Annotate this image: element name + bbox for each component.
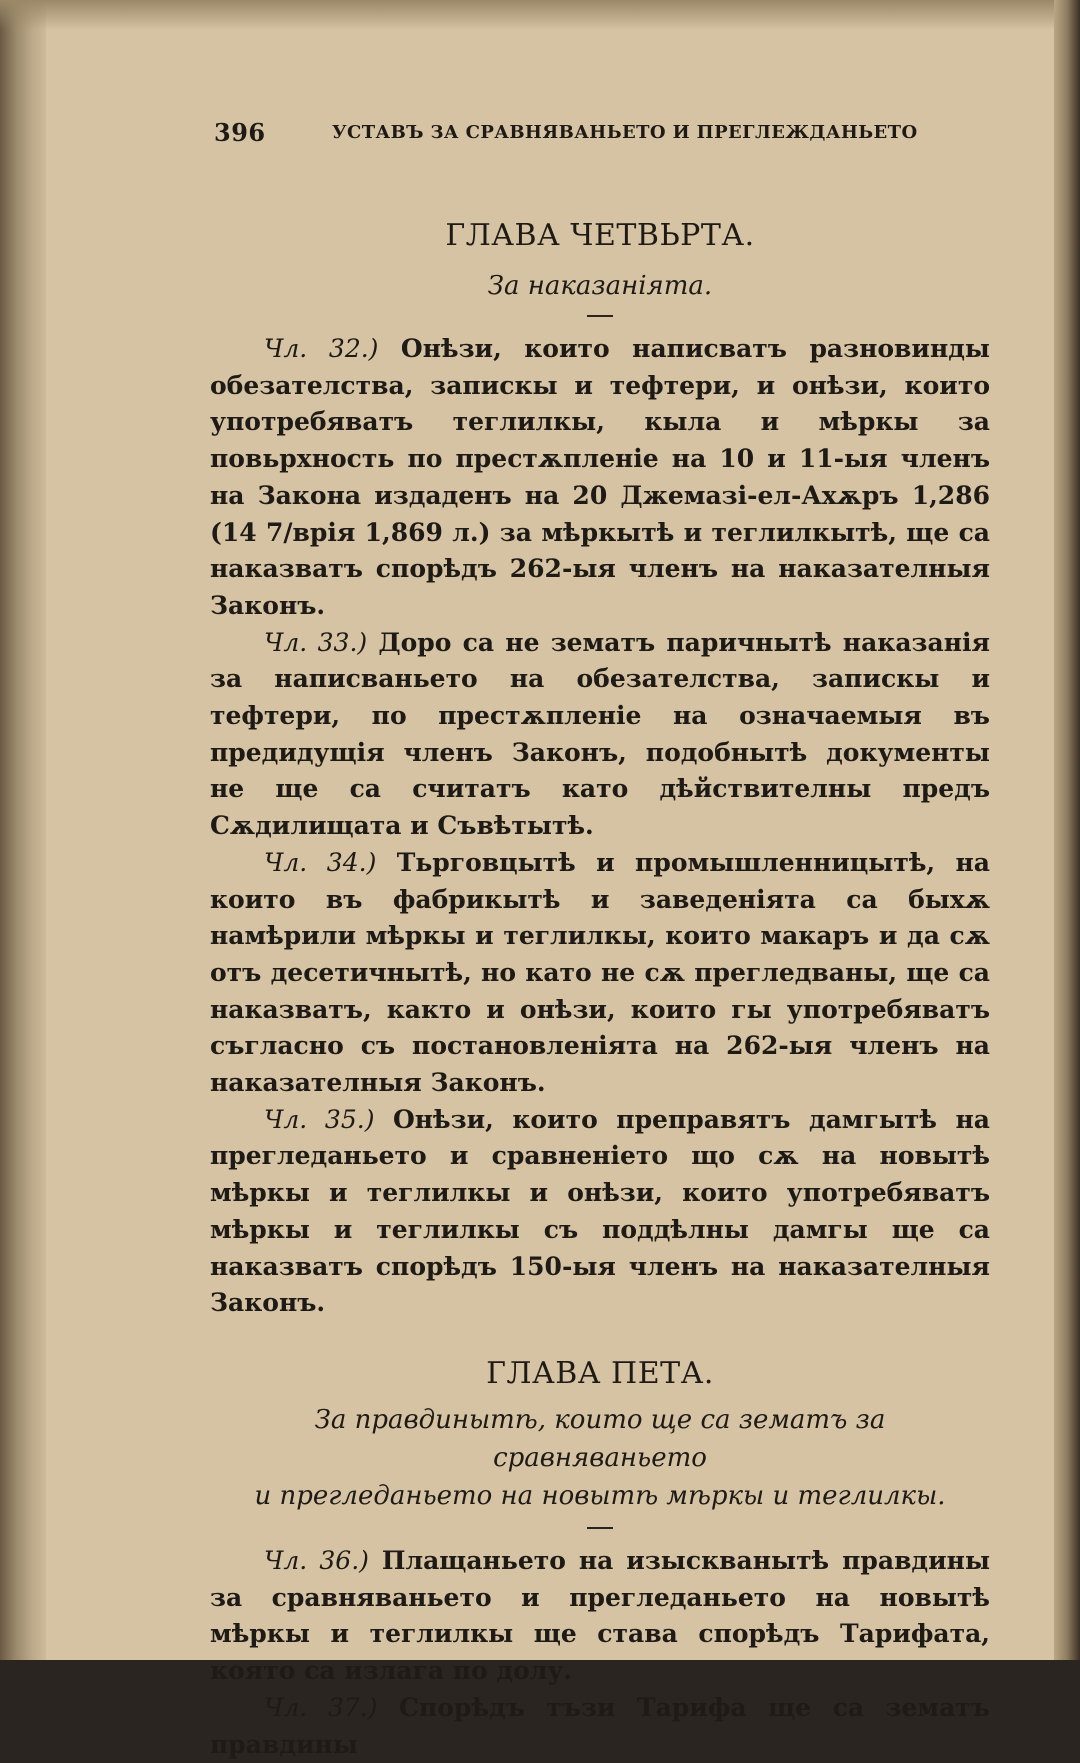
article-33 <box>210 625 990 845</box>
page-top-shadow <box>0 0 1080 30</box>
text-block <box>210 118 990 1763</box>
chapter-4 <box>210 218 990 1322</box>
chapter-4-subtitle: За наказаніята. <box>487 271 713 301</box>
article-32-number: Чл. 32.) <box>264 334 379 363</box>
page-fore-edge <box>1054 0 1080 1660</box>
article-37 <box>210 1690 990 1763</box>
chapter-5-subtitle-line-1: За правдинытѣ, които ще са зематъ за сравняваньето <box>314 1404 886 1473</box>
book-binding-edge <box>0 0 46 1660</box>
page-number: 396 <box>214 118 266 147</box>
article-35-number: Чл. 35.) <box>264 1104 375 1134</box>
article-34-number: Чл. 34.) <box>264 847 377 877</box>
article-32-text: Онѣзи, които написватъ разновинды обезателства, запискы и тефтери, и онѣзи, които употребяватъ теглилкы, кыла и мѣркы за повьрхность по престѫпленіе на 10 и 11-ыя членъ на Закона издаденъ на 20 Джемазі-ел-Ахѫръ 1,286 (14 7/врія 1,869 л.) за мѣркытѣ и теглилкытѣ, ще са наказватъ спорѣдъ 262-ыя членъ на наказателныя Законъ. <box>210 334 990 620</box>
article-35-text: Онѣзи, които преправятъ дамгытѣ на прегледаньето и сравненіето що сѫ на новытѣ мѣркы и теглилкы и онѣзи, които употребяватъ мѣркы и теглилкы съ поддѣлны дамгы ще са наказватъ спорѣдъ 150-ыя членъ на наказателныя Законъ. <box>210 1104 990 1318</box>
chapter-5-rule <box>587 1527 613 1529</box>
article-37-number: Чл. 37.) <box>264 1692 378 1722</box>
chapter-5 <box>210 1356 990 1763</box>
article-33-number: Чл. 33.) <box>264 627 368 657</box>
article-36-number: Чл. 36.) <box>264 1545 369 1575</box>
article-34 <box>210 845 990 1102</box>
article-36 <box>210 1543 990 1690</box>
running-head <box>210 118 990 154</box>
article-33-text: Доро са не зематъ паричнытѣ наказанія за написваньето на обезателства, запискы и тефтери, по престѫпленіе на означаемыя въ предидущія членъ Законъ, подобнытѣ документы не ще са считатъ като дѣйствителны предъ Сѫдилищата и Съвѣтытѣ. <box>210 627 990 841</box>
article-35 <box>210 1102 990 1322</box>
article-34-text: Тьрговцытѣ и промышленницытѣ, на които въ фабрикытѣ и заведеніята са быхѫ намѣрили мѣркы и теглилкы, които макаръ и да сѫ отъ десетичнытѣ, но като не сѫ прегледваны, ще са наказватъ, както и онѣзи, които гы употребяватъ съгласно съ постановленіята на 262-ыя членъ на наказателныя Законъ. <box>210 847 990 1098</box>
chapter-5-subtitle-line-2: и прегледаньето на новытѣ мѣркы и теглилкы. <box>254 1480 946 1511</box>
chapter-4-rule <box>587 315 613 317</box>
running-title: УСТАВЪ ЗА СРАВНЯВАНЬЕТО И ПРЕГЛЕЖДАНЬЕТО <box>332 122 918 143</box>
article-37-text: Спорѣдъ тъзи Тарифа ще са зематъ правдины <box>210 1692 990 1759</box>
chapter-5-title: ГЛАВА ПЕТА. <box>486 1355 714 1391</box>
article-36-text: Плащаньето на изыскванытѣ правдины за сравняваньето и прегледаньето на новытѣ мѣркы и теглилкы ще става спорѣдъ Тарифата, която са излага по долу. <box>210 1545 990 1686</box>
chapter-4-title: ГЛАВА ЧЕТВЬРТА. <box>445 218 755 253</box>
article-32 <box>210 331 990 625</box>
